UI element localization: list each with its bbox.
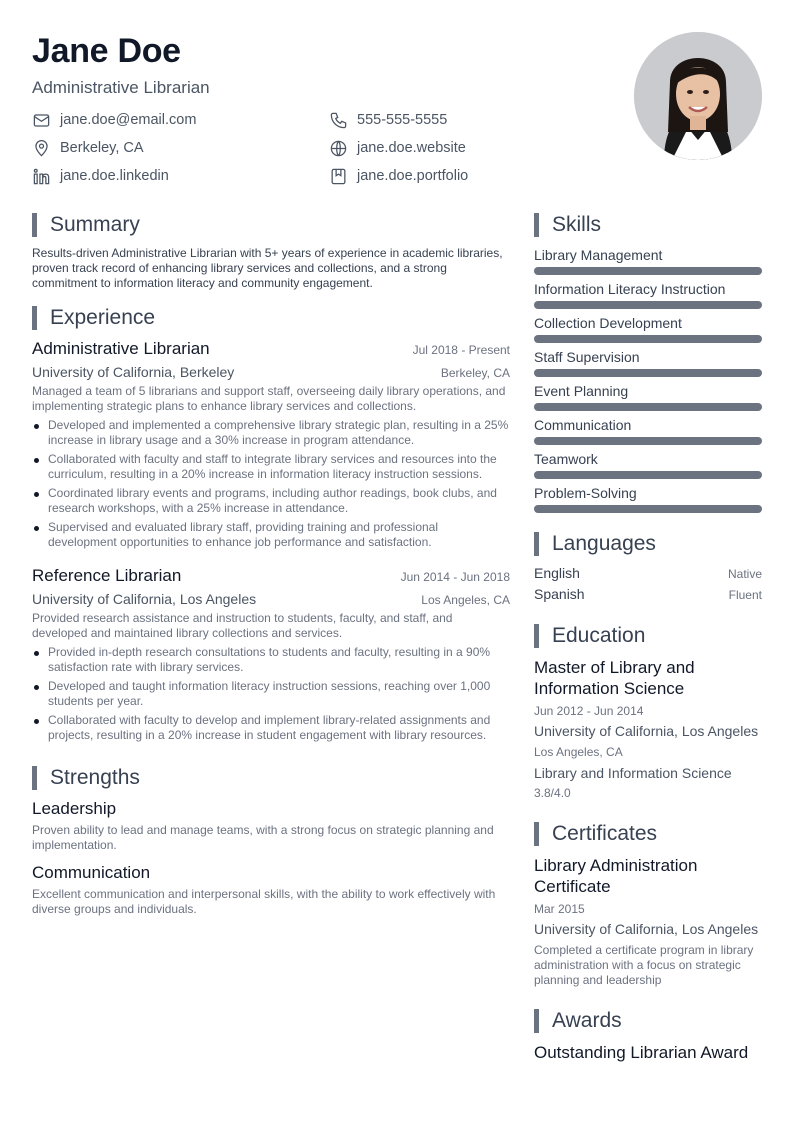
strength-description: Proven ability to lead and manage teams, with a strong focus on strategic planning and implementation. [32, 823, 494, 852]
skill-item [534, 348, 762, 377]
strength-description: Excellent communication and interpersonal skills, with the ability to work effectively with diverse groups and individuals. [32, 887, 496, 916]
languages-title: Languages [552, 532, 656, 555]
skill-name: Communication [534, 417, 632, 433]
award-name: Outstanding Librarian Award [534, 1043, 749, 1062]
job-bullets [32, 645, 510, 743]
job-description: Provided research assistance and instruction to students, faculty, and staff, and developed and maintained library collections and services. [32, 611, 453, 640]
education-gpa: 3.8/4.0 [534, 786, 571, 800]
skills-list [534, 246, 762, 513]
website-text: jane.doe.website [357, 140, 466, 156]
skill-level-track [534, 471, 762, 479]
education-institution: University of California, Los Angeles [534, 723, 759, 739]
certificates-heading [534, 821, 762, 847]
job-entry [32, 566, 510, 743]
skill-name: Problem-Solving [534, 485, 637, 501]
contact-linkedin[interactable] [32, 167, 329, 185]
certificate-description: Completed a certificate program in library administration with a focus on strategic planning and leadership [534, 943, 754, 987]
strengths-title: Strengths [50, 766, 140, 789]
awards-heading [534, 1008, 762, 1034]
job-location: Los Angeles, CA [421, 593, 510, 607]
skill-level-track [534, 505, 762, 513]
strength-title: Communication [32, 863, 151, 882]
language-item [534, 565, 762, 586]
accent-bar [534, 213, 539, 237]
education-title: Education [552, 624, 646, 647]
skill-name: Staff Supervision [534, 349, 640, 365]
skill-level-bar [534, 471, 762, 479]
language-name: Spanish [534, 586, 585, 602]
language-item [534, 586, 762, 607]
education-date: Jun 2012 - Jun 2014 [534, 704, 644, 718]
location-pin-icon [32, 139, 51, 158]
portfolio-text: jane.doe.portfolio [357, 168, 469, 184]
skill-name: Event Planning [534, 383, 629, 399]
languages-heading [534, 531, 762, 557]
skill-level-bar [534, 505, 762, 513]
job-date: Jul 2018 - Present [412, 343, 510, 357]
bookmark-icon [329, 167, 348, 186]
job-location: Berkeley, CA [440, 366, 510, 380]
accent-bar [32, 766, 37, 790]
accent-bar [534, 532, 539, 556]
skill-item [534, 280, 762, 309]
profile-photo [634, 32, 762, 160]
awards-title: Awards [552, 1009, 622, 1032]
candidate-name: Jane Doe [32, 32, 181, 70]
certificate-name: Library Administration Certificate [534, 856, 698, 896]
phone-icon [329, 111, 348, 130]
contact-website[interactable] [329, 139, 589, 157]
accent-bar [534, 624, 539, 648]
skill-item [534, 416, 762, 445]
accent-bar [534, 1009, 539, 1033]
skill-name: Collection Development [534, 315, 682, 331]
job-title: Reference Librarian [32, 566, 182, 585]
resume-header [32, 30, 592, 98]
skill-level-track [534, 369, 762, 377]
strength-title: Leadership [32, 799, 117, 818]
certificate-institution: University of California, Los Angeles [534, 921, 759, 937]
job-title: Administrative Librarian [32, 339, 210, 358]
candidate-role: Administrative Librarian [32, 78, 210, 97]
skill-level-track [534, 267, 762, 275]
skill-name: Information Literacy Instruction [534, 281, 726, 297]
globe-icon [329, 139, 348, 158]
education-location: Los Angeles, CA [534, 745, 623, 759]
skill-item [534, 246, 762, 275]
skill-name: Teamwork [534, 451, 598, 467]
skill-level-track [534, 301, 762, 309]
mail-icon [32, 111, 51, 130]
skill-item [534, 484, 762, 513]
job-bullet: Developed and taught information literacy instruction sessions, reaching over 1,000 students per year. [32, 679, 510, 709]
skill-item [534, 382, 762, 411]
job-entry [32, 339, 510, 550]
strengths-heading [32, 765, 510, 791]
accent-bar [32, 306, 37, 330]
experience-heading [32, 305, 510, 331]
strength-item [32, 799, 510, 853]
job-bullet: Coordinated library events and programs, including author readings, book clubs, and research workshops, with a 25% increase in attendance. [32, 486, 510, 516]
skill-level-bar [534, 335, 762, 343]
experience-title: Experience [50, 306, 156, 329]
left-column [32, 212, 510, 927]
contact-list [32, 111, 592, 185]
linkedin-text: jane.doe.linkedin [60, 168, 169, 184]
summary-title: Summary [50, 213, 140, 236]
skill-level-bar [534, 267, 762, 275]
language-level: Native [727, 567, 762, 581]
accent-bar [534, 822, 539, 846]
contact-location [32, 139, 329, 157]
skill-level-track [534, 335, 762, 343]
education-field: Library and Information Science [534, 765, 732, 781]
job-company: University of California, Berkeley [32, 364, 235, 380]
job-company: University of California, Los Angeles [32, 591, 257, 607]
skill-level-track [534, 437, 762, 445]
education-heading [534, 623, 762, 649]
skill-item [534, 314, 762, 343]
certificates-title: Certificates [552, 822, 658, 845]
skills-heading [534, 212, 762, 238]
job-bullet: Provided in-depth research consultations to students and faculty, resulting in a 90% satisfaction rate with library services. [32, 645, 510, 675]
skill-level-bar [534, 437, 762, 445]
skill-level-bar [534, 301, 762, 309]
job-bullet: Developed and implemented a comprehensive library strategic plan, resulting in a 25% increase in library usage and a 30% increase in program attendance. [32, 418, 510, 448]
skill-level-bar [534, 369, 762, 377]
strength-item [32, 863, 510, 917]
job-description: Managed a team of 5 librarians and support staff, overseeing daily library operations, and implementing strategic plans to enhance library services and collections. [32, 384, 506, 413]
certificate-date: Mar 2015 [534, 902, 585, 916]
email-text: jane.doe@email.com [60, 112, 197, 128]
skills-title: Skills [552, 213, 602, 236]
job-bullet: Collaborated with faculty to develop and implement library-related assignments and projects, resulting in a 20% increase in student engagement with library resources. [32, 713, 510, 743]
job-bullet: Supervised and evaluated library staff, providing training and professional development opportunities to enhance job performance and satisfaction. [32, 520, 510, 550]
job-bullets [32, 418, 510, 550]
skill-level-bar [534, 403, 762, 411]
linkedin-icon [32, 167, 51, 186]
accent-bar [32, 213, 37, 237]
summary-heading [32, 212, 510, 238]
job-date: Jun 2014 - Jun 2018 [400, 570, 510, 584]
language-level: Fluent [728, 588, 762, 602]
job-bullet: Collaborated with faculty and staff to integrate library services and resources into the curriculum, resulting in a 20% increase in information literacy instruction sessions. [32, 452, 510, 482]
summary-text: Results-driven Administrative Librarian with 5+ years of experience in academic libraries, proven track record of enhancing library services and collections, and a strong commitment to information literacy and community engagement. [32, 246, 503, 290]
right-column [534, 212, 762, 1063]
contact-email[interactable] [32, 111, 329, 129]
skill-name: Library Management [534, 247, 663, 263]
phone-text: 555-555-5555 [357, 112, 448, 128]
contact-phone[interactable] [329, 111, 589, 129]
language-name: English [534, 565, 580, 581]
degree-name: Master of Library and Information Science [534, 658, 695, 698]
skill-level-track [534, 403, 762, 411]
skill-item [534, 450, 762, 479]
location-text: Berkeley, CA [60, 140, 144, 156]
contact-portfolio[interactable] [329, 167, 589, 185]
